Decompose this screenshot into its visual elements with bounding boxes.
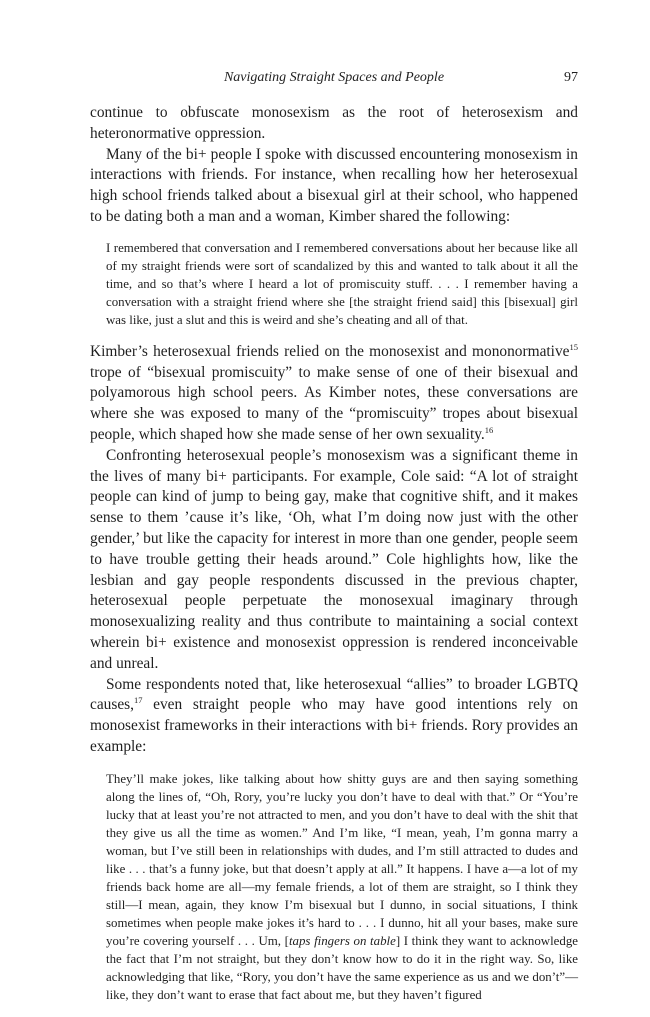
footnote-ref-15[interactable]: 15: [569, 341, 578, 352]
paragraph-1: continue to obfuscate monosexism as the root of heterosexism and heteronormative oppression.: [90, 104, 578, 142]
paragraph-3-part-a: Kimber’s heterosexual friends relied on the monosexist and mononormative: [90, 342, 570, 360]
footnote-ref-17[interactable]: 17: [134, 695, 143, 706]
quote-rory-part-b: ] I think they want to acknowledge the fact that I’m not straight, but they don’t know how to do it in the right way. So, like acknowledging that like, “Rory, you don’t have the same experience as us and we don’t”—like, they don’t want to erase that fact about me, but they haven’t figured: [106, 933, 579, 1002]
page-number: 97: [564, 70, 578, 85]
paragraph-5: [90, 675, 578, 758]
book-page: [90, 0, 579, 1002]
quote-rory-part-a: They’ll make jokes, like talking about how shitty guys are and then saying something along the lines of, “Oh, Rory, you’re lucky you don’t have to deal with that.” Or “You’re lucky that at least you’re not attracted to men, and you don’t have to deal with the shit that they give us all the time as women.” And I’m like, “I mean, yeah, I’m gonna marry a woman, but I’ve still been in relationships with dudes, and I’m still attracted to dudes and like . . . that’s a funny joke, but that doesn’t apply at all.” It happens. I have a—a lot of my friends back home are all—my female friends, a lot of them are straight, so I think they still—I mean, again, they know I’m bisexual but I dunno, in social situations, I think sometimes when people make jokes it’s hard to . . . I dunno, hit all your bases, make sure you’re covering yourself . . . Um, [: [106, 771, 578, 948]
paragraph-5-part-b: even straight people who may have good intentions rely on monosexist frameworks in their interactions with bi+ friends. Rory provides an example:: [90, 696, 578, 755]
paragraph-3: [90, 342, 578, 446]
body-text: [90, 103, 578, 1017]
paragraph-5-part-a: Some respondents noted that, like heterosexual “allies” to broader LGBTQ causes,: [90, 675, 578, 714]
paragraph-3-part-b: trope of “bisexual promiscuity” to make sense of one of their bisexual and polyamorous high school peers. As Kimber notes, these conversations are where she was exposed to many of the “promiscuity” tropes about bisexual people, which shaped how she made sense of her own sexuality.: [90, 363, 578, 443]
stage-direction: taps fingers on table: [288, 933, 396, 948]
running-head: [90, 70, 578, 90]
paragraph-2: Many of the bi+ people I spoke with discussed encountering monosexism in interactions with friends. For instance, when recalling how her heterosexual high school friends talked about a bisexual girl at their school, who happened to be dating both a man and a woman, Kimber shared the following:: [90, 145, 578, 225]
block-quote-rory: [106, 770, 578, 1004]
block-quote-kimber: I remembered that conversation and I remembered conversations about her because like all of my straight friends were sort of scandalized by this and wanted to talk about it all the time, and so that’s where I heard a lot of promiscuity stuff. . . . I remember having a conversation with a straight friend where she [the straight friend said] this [bisexual] girl was like, just a slut and this is weird and she’s cheating and all of that.: [106, 240, 578, 327]
footnote-ref-16[interactable]: 16: [484, 424, 494, 435]
running-title: Navigating Straight Spaces and People: [223, 70, 445, 85]
paragraph-4: Confronting heterosexual people’s monosexism was a significant theme in the lives of many bi+ participants. For example, Cole said: “A lot of straight people can kind of jump to being gay, make that cognitive shift, and it makes sense to them ’cause it’s like, ‘Oh, what I’m doing now just with the other gender,’ but like the capacity for interest in more than one gender, people seem to have trouble getting their heads around.” Cole highlights how, like the lesbian and gay people respondents discussed in the previous chapter, heterosexual people perpetuate the monosexual imaginary through monosexualizing reality and thus contribute to maintaining a social context wherein bi+ existence and monosexist oppression is rendered inconceivable and unreal.: [90, 446, 578, 672]
